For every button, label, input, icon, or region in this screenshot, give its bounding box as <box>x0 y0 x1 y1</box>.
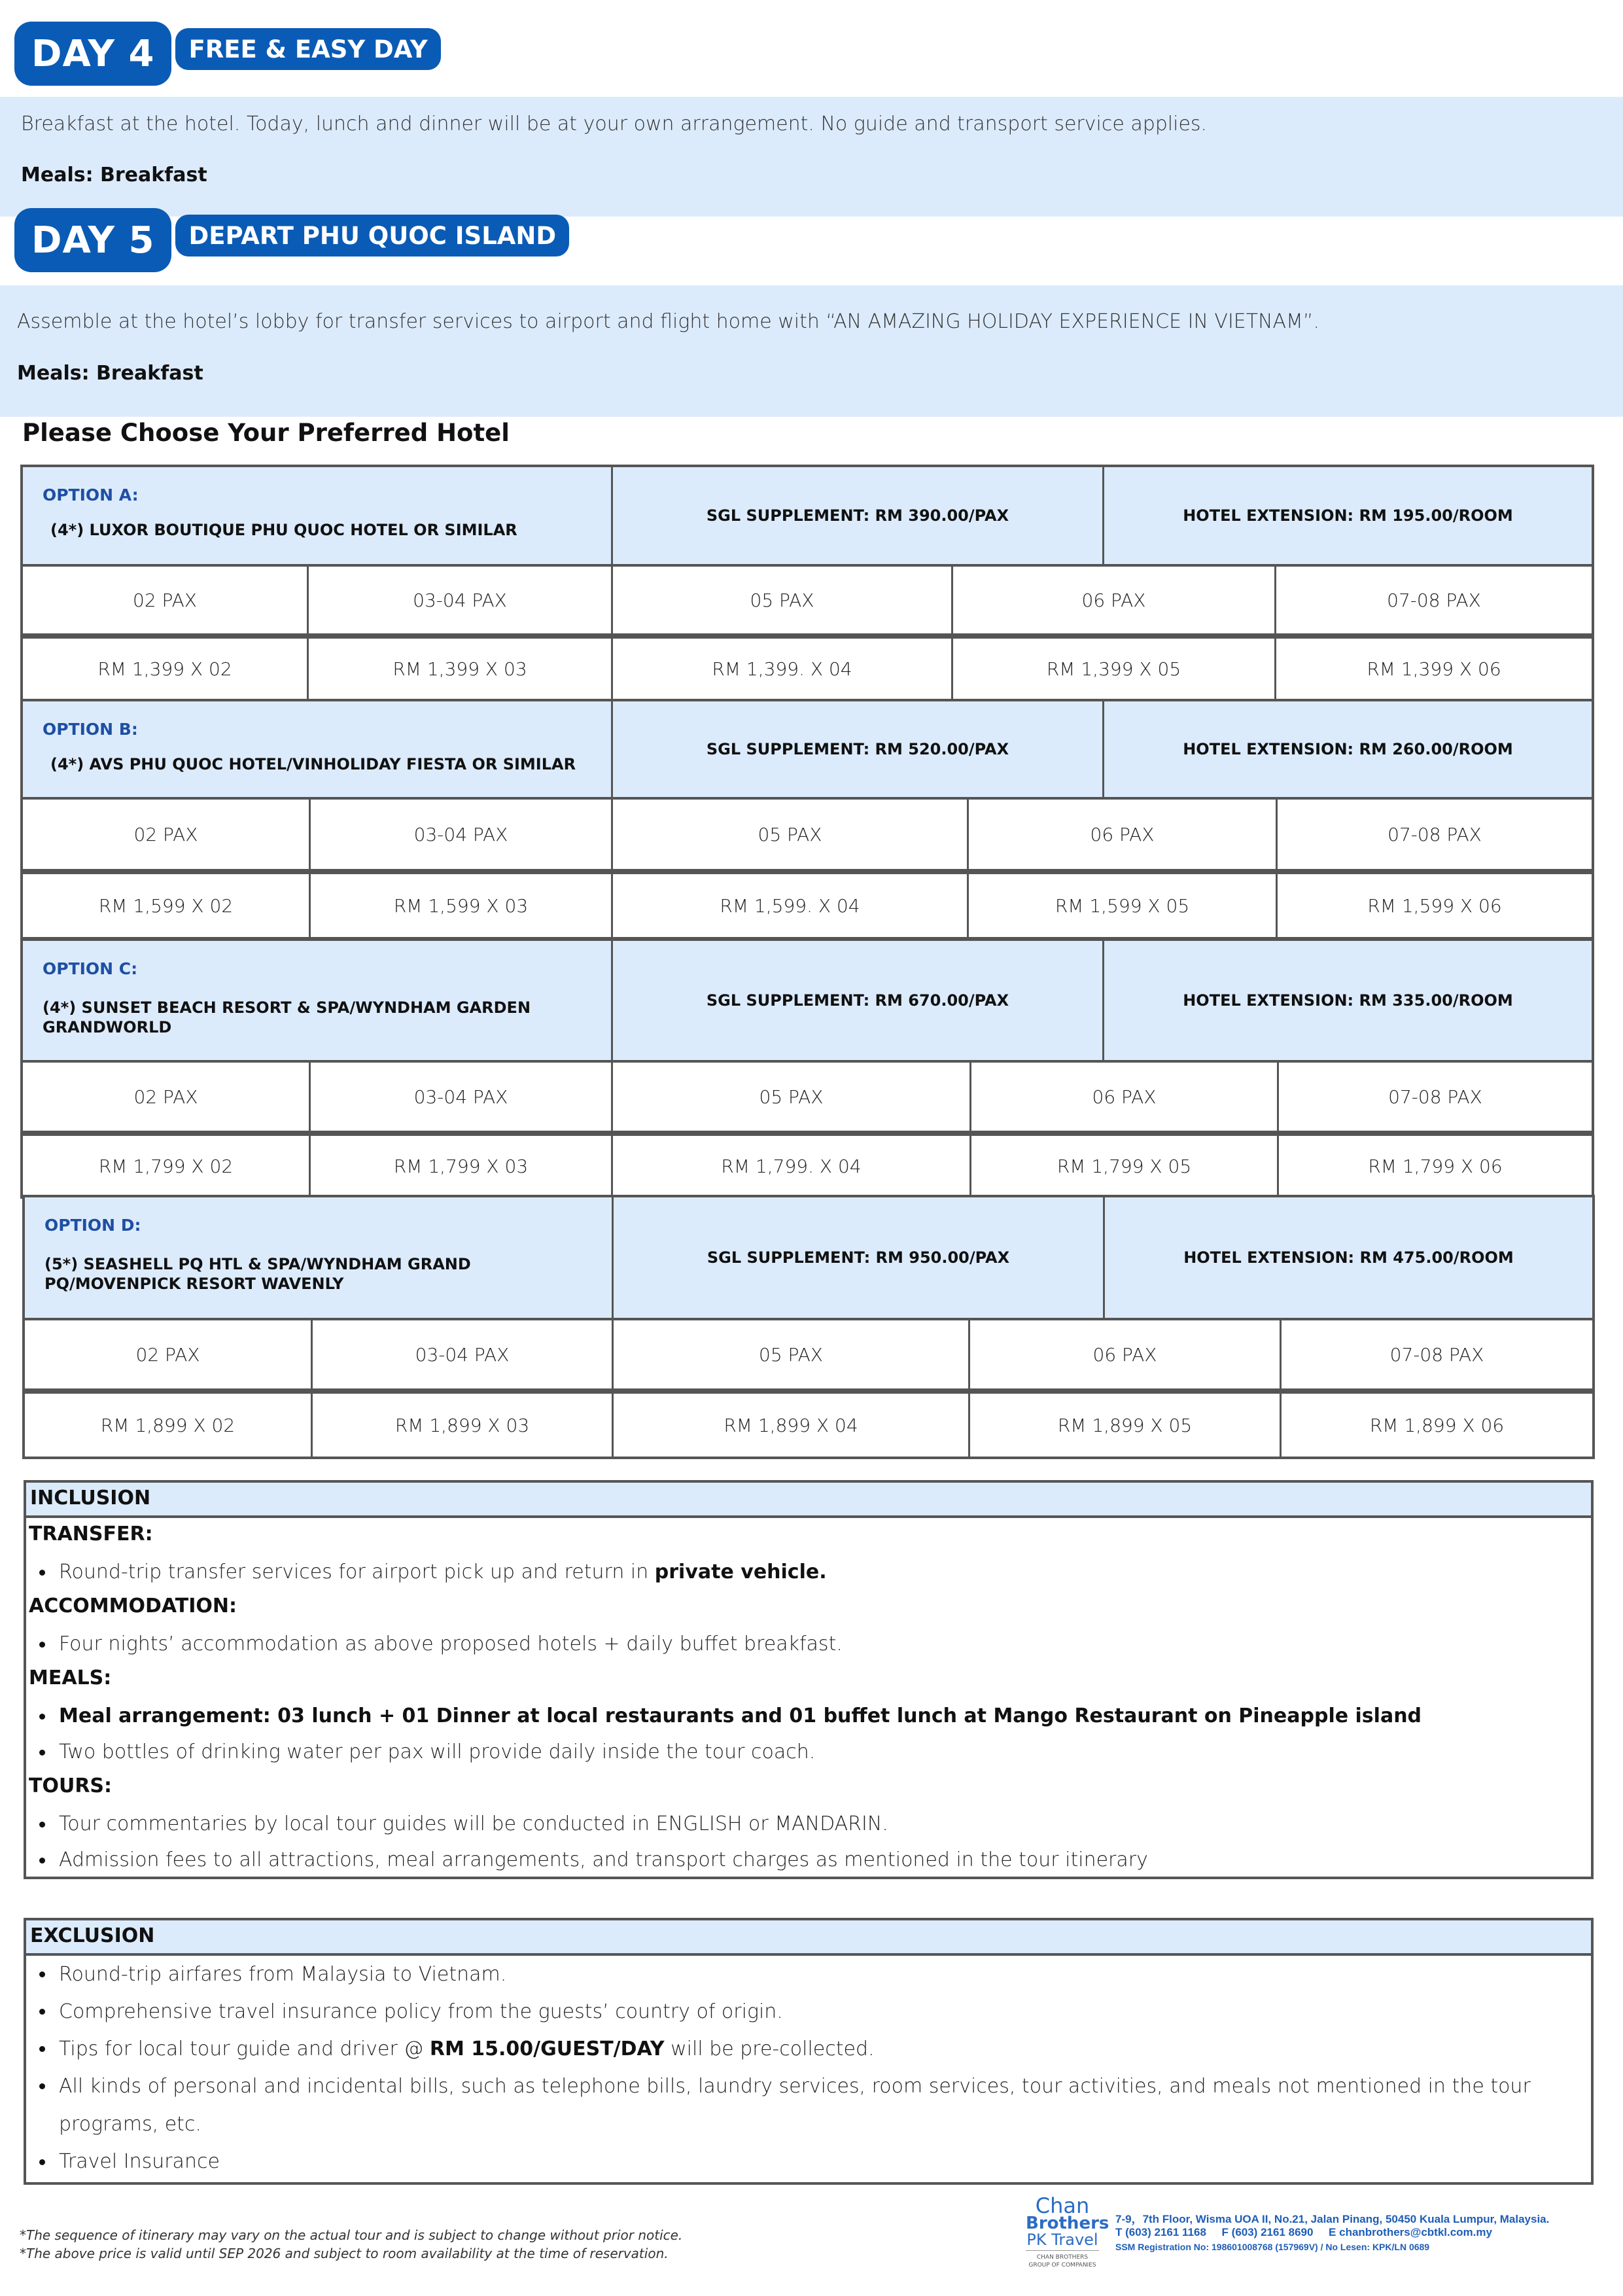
option-d-hotel: (5*) SEASHELL PQ HTL & SPA/WYNDHAM GRAND PQ/MOVENPICK RESORT WAVENLY <box>44 1255 471 1293</box>
option-a-pax-row <box>20 567 1594 636</box>
pax-header: 02 PAX <box>23 1063 311 1131</box>
exclusion-item: All kinds of personal and incidental bills, such as telephone bills, laundry services, room services, tour activities, and meals not mentioned in the tour programs, etc. <box>26 2068 1591 2144</box>
inclusion-item: Two bottles of drinking water per pax will provide daily inside the tour coach. <box>26 1734 1591 1770</box>
exclusion-item: Tips for local tour guide and driver @ RM 15.00/GUEST/DAY will be pre-collected. <box>26 2030 1591 2068</box>
meals-title: MEALS: <box>29 1667 112 1689</box>
inclusion-item: Tour commentaries by local tour guides will be conducted in ENGLISH or MANDARIN. <box>26 1806 1591 1842</box>
option-b-price-row <box>20 872 1594 940</box>
price-cell: RM 1,799. X 04 <box>613 1136 971 1196</box>
option-b-label: OPTION B: <box>43 720 138 739</box>
day4-badge: DAY 4 <box>14 22 171 86</box>
price-cell: RM 1,899 X 06 <box>1369 1414 1505 1436</box>
day5-title: DEPART PHU QUOC ISLAND <box>175 215 569 256</box>
exclusion-title: EXCLUSION <box>26 1920 1591 1956</box>
pax-header: 06 PAX <box>970 1320 1282 1388</box>
price-cell: RM 1,899 X 05 <box>970 1394 1282 1457</box>
company-address: 7-9，7th Floor, Wisma UOA II, No.21, Jalan Pinang, 50450 Kuala Lumpur, Malaysia. <box>1115 2213 1550 2225</box>
company-contact: T (603) 2161 1168 F (603) 2161 8690 E chanbrothers@cbtkl.com.my <box>1115 2226 1492 2238</box>
price-cell: RM 1,599. X 04 <box>613 874 969 937</box>
price-cell: RM 1,899 X 03 <box>313 1394 614 1457</box>
price-cell: RM 1,399 X 03 <box>309 639 613 699</box>
price-cell: RM 1,799 X 02 <box>23 1136 311 1196</box>
option-a-label: OPTION A: <box>43 486 139 504</box>
pax-header: 03-04 PAX <box>313 1320 614 1388</box>
price-cell: RM 1,799 X 06 <box>1368 1155 1503 1177</box>
option-c-pax-row <box>20 1063 1594 1133</box>
option-c-sgl-supplement: SGL SUPPLEMENT: RM 670.00/PAX <box>613 941 1104 1060</box>
day5-header <box>14 211 569 270</box>
hotel-option-c <box>20 938 1594 1199</box>
price-cell: RM 1,799 X 05 <box>971 1136 1279 1196</box>
company-logo: Chan Brothers PK Travel CHAN BROTHERS GROUP OF COMPANIES <box>1026 2193 1109 2269</box>
pax-header: 07-08 PAX <box>1387 823 1482 845</box>
day5-meals: Meals: Breakfast <box>17 362 203 385</box>
price-cell: RM 1,399 X 05 <box>953 639 1276 699</box>
pax-header: 03-04 PAX <box>309 567 613 633</box>
inclusion-item: Meal arrangement: 03 lunch + 01 Dinner at local restaurants and 01 buffet lunch at Mango Restaurant on Pineapple island <box>26 1698 1591 1734</box>
pax-header: 02 PAX <box>23 800 311 869</box>
option-c-label: OPTION C: <box>43 959 138 978</box>
inclusion-item: Four nights’ accommodation as above proposed hotels + daily buffet breakfast. <box>26 1626 1591 1662</box>
option-a-hotel-extension: HOTEL EXTENSION: RM 195.00/ROOM <box>1183 506 1513 525</box>
option-d-pax-row <box>22 1320 1595 1391</box>
option-b-header <box>20 699 1594 800</box>
pax-header: 07-08 PAX <box>1388 1086 1482 1108</box>
pax-header: 07-08 PAX <box>1389 1343 1484 1366</box>
pax-header: 05 PAX <box>614 1320 970 1388</box>
option-c-hotel: (4*) SUNSET BEACH RESORT & SPA/WYNDHAM GARDEN GRANDWORLD <box>43 998 531 1036</box>
option-a-price-row <box>20 636 1594 701</box>
option-b-hotel: (4*) AVS PHU QUOC HOTEL/VINHOLIDAY FIESTA OR SIMILAR <box>50 755 576 773</box>
pax-header: 02 PAX <box>23 567 309 633</box>
option-d-header <box>22 1195 1595 1320</box>
hotel-option-a <box>20 465 1594 701</box>
exclusion-item: Comprehensive travel insurance policy from the guests’ country of origin. <box>26 1993 1591 2030</box>
day4-band-content <box>0 97 1623 217</box>
option-c-header <box>20 938 1594 1063</box>
pax-header: 06 PAX <box>969 800 1278 869</box>
pax-header: 02 PAX <box>25 1320 313 1388</box>
option-c-price-row <box>20 1133 1594 1199</box>
price-cell: RM 1,599 X 06 <box>1367 894 1502 917</box>
price-cell: RM 1,399 X 02 <box>23 639 309 699</box>
option-d-label: OPTION D: <box>44 1216 141 1235</box>
price-cell: RM 1,399 X 06 <box>1367 658 1501 680</box>
pax-header: 06 PAX <box>953 567 1276 633</box>
price-cell: RM 1,599 X 05 <box>969 874 1278 937</box>
day4-title: FREE & EASY DAY <box>175 28 440 70</box>
price-cell: RM 1,399. X 04 <box>613 639 953 699</box>
inclusion-item: Round-trip transfer services for airport pick up and return in private vehicle. <box>26 1554 1591 1590</box>
pax-header: 07-08 PAX <box>1387 589 1481 611</box>
day5-badge: DAY 5 <box>14 208 171 272</box>
hotel-section-heading: Please Choose Your Preferred Hotel <box>22 419 510 447</box>
tours-title: TOURS: <box>29 1775 113 1797</box>
day4-meals: Meals: Breakfast <box>21 164 207 186</box>
exclusion-box <box>24 1918 1594 2185</box>
price-cell: RM 1,899 X 02 <box>25 1394 313 1457</box>
option-b-hotel-extension: HOTEL EXTENSION: RM 260.00/ROOM <box>1183 740 1513 758</box>
option-b-sgl-supplement: SGL SUPPLEMENT: RM 520.00/PAX <box>613 701 1104 797</box>
accommodation-title: ACCOMMODATION: <box>29 1595 237 1617</box>
pax-header: 05 PAX <box>613 800 969 869</box>
price-cell: RM 1,599 X 03 <box>311 874 613 937</box>
inclusion-item: Admission fees to all attractions, meal arrangements, and transport charges as mentioned in the tour itinerary <box>26 1842 1591 1878</box>
footer-note-1: *The sequence of itinerary may vary on the actual tour and is subject to change without prior notice. <box>20 2227 683 2243</box>
option-d-price-row <box>22 1391 1595 1459</box>
exclusion-item: Travel Insurance <box>26 2144 1591 2180</box>
option-a-hotel: (4*) LUXOR BOUTIQUE PHU QUOC HOTEL OR SIMILAR <box>50 521 517 539</box>
company-registration: SSM Registration No: 198601008768 (157969V) / No Lesen: KPK/LN 0689 <box>1115 2242 1430 2252</box>
pax-header: 06 PAX <box>971 1063 1279 1131</box>
pax-header: 05 PAX <box>613 1063 971 1131</box>
pax-header: 03-04 PAX <box>311 1063 613 1131</box>
inclusion-title: INCLUSION <box>26 1483 1591 1518</box>
inclusion-box <box>24 1480 1594 1879</box>
day4-header <box>14 24 441 83</box>
option-c-hotel-extension: HOTEL EXTENSION: RM 335.00/ROOM <box>1183 991 1513 1010</box>
option-a-sgl-supplement: SGL SUPPLEMENT: RM 390.00/PAX <box>613 467 1104 564</box>
option-d-hotel-extension: HOTEL EXTENSION: RM 475.00/ROOM <box>1183 1248 1514 1267</box>
option-b-pax-row <box>20 800 1594 872</box>
price-cell: RM 1,899 X 04 <box>614 1394 970 1457</box>
pax-header: 03-04 PAX <box>311 800 613 869</box>
exclusion-item: Round-trip airfares from Malaysia to Vietnam. <box>26 1956 1591 1993</box>
transfer-title: TRANSFER: <box>29 1523 153 1545</box>
price-cell: RM 1,599 X 02 <box>23 874 311 937</box>
option-a-header <box>20 465 1594 567</box>
day5-description-band <box>0 285 1623 417</box>
day4-description: Breakfast at the hotel. Today, lunch and dinner will be at your own arrangement. No guide and transport service applies. <box>21 113 1208 135</box>
option-d-sgl-supplement: SGL SUPPLEMENT: RM 950.00/PAX <box>614 1197 1105 1318</box>
day5-description: Assemble at the hotel’s lobby for transfer services to airport and flight home with “AN AMAZING HOLIDAY EXPERIENCE IN VIETNAM”. <box>17 310 1320 333</box>
footer-note-2: *The above price is valid until SEP 2026 and subject to room availability at the time of reservation. <box>20 2246 669 2261</box>
price-cell: RM 1,799 X 03 <box>311 1136 613 1196</box>
hotel-option-d <box>22 1195 1595 1459</box>
pax-header: 05 PAX <box>613 567 953 633</box>
hotel-option-b <box>20 699 1594 940</box>
